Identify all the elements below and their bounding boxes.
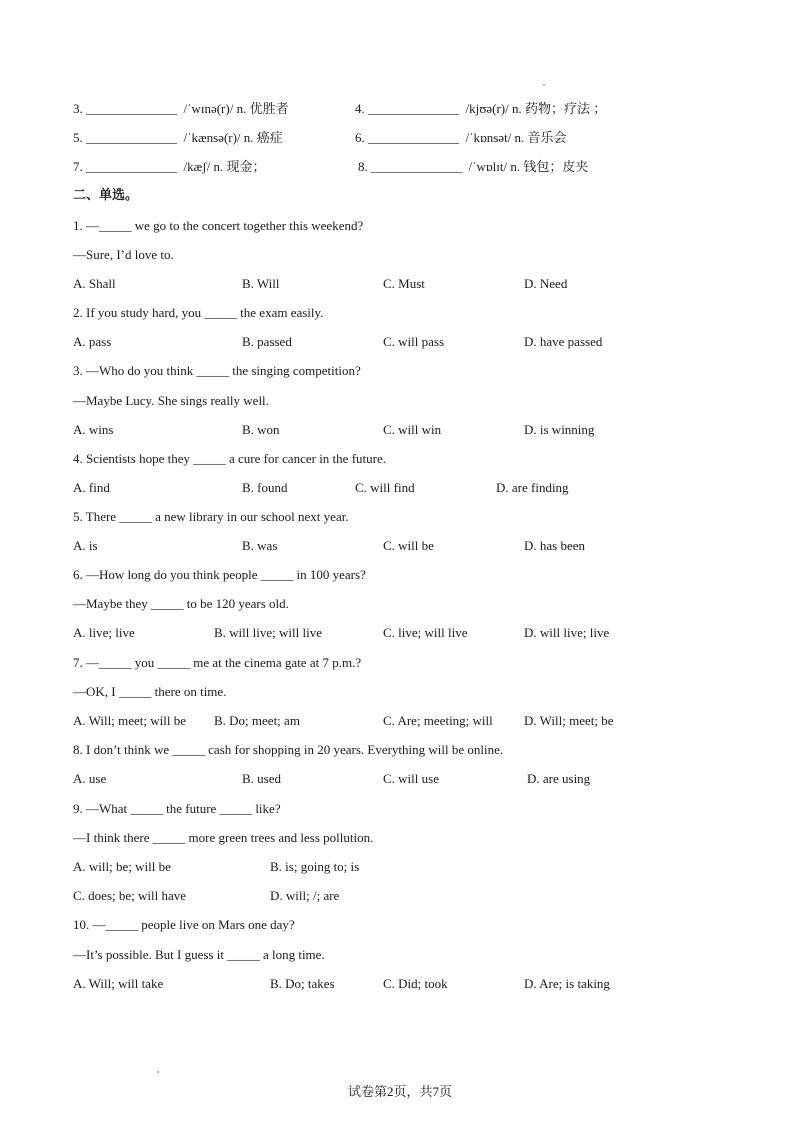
question-2-option-b: B. passed bbox=[242, 334, 292, 349]
vocab-number: 8. bbox=[358, 159, 368, 174]
question-9-option-b: B. is; going to; is bbox=[270, 859, 360, 874]
question-3-option-a: A. wins bbox=[73, 422, 114, 437]
answer-blank: ______________ bbox=[86, 101, 177, 116]
question-10-stem: 10. —_____ people live on Mars one day? bbox=[73, 917, 295, 932]
question-10-option-c: C. Did; took bbox=[383, 976, 448, 991]
question-9-option-d: D. will; /; are bbox=[270, 888, 340, 903]
meaning: 现金； bbox=[226, 159, 266, 174]
vocab-number: 5. bbox=[73, 130, 83, 145]
part-of-speech: n. bbox=[511, 101, 522, 116]
vocab-item-4 bbox=[355, 101, 606, 117]
question-1-option-a: A. Shall bbox=[73, 276, 116, 291]
question-1-option-b: B. Will bbox=[242, 276, 280, 291]
vocab-number: 4. bbox=[355, 101, 365, 116]
question-4-stem: 4. Scientists hope they _____ a cure for cancer in the future. bbox=[73, 451, 386, 466]
phonetic: /kæʃ/ bbox=[183, 159, 211, 174]
question-2-option-c: C. will pass bbox=[383, 334, 445, 349]
question-10-option-a: A. Will; will take bbox=[73, 976, 164, 991]
vocab-number: 7. bbox=[73, 159, 83, 174]
page-footer: 试卷第2页，共7页 bbox=[347, 1084, 452, 1099]
question-7-reply: —OK, I _____ there on time. bbox=[73, 684, 227, 699]
question-5-option-a: A. is bbox=[73, 538, 98, 553]
question-7-option-b: B. Do; meet; am bbox=[214, 713, 300, 728]
question-8-option-a: A. use bbox=[73, 771, 107, 786]
question-9-option-c: C. does; be; will have bbox=[73, 888, 187, 903]
scan-speck bbox=[157, 1071, 159, 1073]
part-of-speech: n. bbox=[510, 159, 521, 174]
question-5-option-c: C. will be bbox=[383, 538, 434, 553]
part-of-speech: n. bbox=[514, 130, 525, 145]
question-8-option-c: C. will use bbox=[383, 771, 439, 786]
part-of-speech: n. bbox=[243, 130, 254, 145]
question-6-stem: 6. —How long do you think people _____ in 100 years? bbox=[73, 567, 366, 582]
question-4-option-c: C. will find bbox=[355, 480, 415, 495]
question-10-option-b: B. Do; takes bbox=[270, 976, 335, 991]
meaning: 音乐会 bbox=[527, 130, 567, 145]
question-2-option-d: D. have passed bbox=[524, 334, 603, 349]
question-9-stem: 9. —What _____ the future _____ like? bbox=[73, 801, 281, 816]
question-6-option-d: D. will live; live bbox=[524, 625, 610, 640]
question-3-reply: —Maybe Lucy. She sings really well. bbox=[73, 393, 269, 408]
question-7-stem: 7. —_____ you _____ me at the cinema gate at 7 p.m.? bbox=[73, 655, 362, 670]
meaning: 药物；疗法 ； bbox=[524, 101, 607, 116]
meaning: 钱包；皮夹 bbox=[523, 159, 589, 174]
phonetic: /ˈkænsə(r)/ bbox=[183, 130, 241, 145]
question-1-option-c: C. Must bbox=[383, 276, 425, 291]
part-of-speech: n. bbox=[236, 101, 247, 116]
question-6-option-b: B. will live; will live bbox=[214, 625, 322, 640]
question-5-option-b: B. was bbox=[242, 538, 278, 553]
part-of-speech: n. bbox=[213, 159, 224, 174]
question-8-stem: 8. I don’t think we _____ cash for shopping in 20 years. Everything will be online. bbox=[73, 742, 504, 757]
question-8-option-d: D. are using bbox=[527, 771, 591, 786]
question-3-option-b: B. won bbox=[242, 422, 280, 437]
question-4-option-d: D. are finding bbox=[496, 480, 569, 495]
vocab-item-7 bbox=[73, 159, 266, 175]
meaning: 癌症 bbox=[256, 130, 283, 145]
question-9-option-a: A. will; be; will be bbox=[73, 859, 171, 874]
question-7-option-a: A. Will; meet; will be bbox=[73, 713, 186, 728]
answer-blank: ______________ bbox=[86, 130, 177, 145]
question-4-option-b: B. found bbox=[242, 480, 288, 495]
question-1-stem: 1. —_____ we go to the concert together this weekend? bbox=[73, 218, 364, 233]
question-6-option-c: C. live; will live bbox=[383, 625, 468, 640]
vocab-number: 6. bbox=[355, 130, 365, 145]
question-8-option-b: B. used bbox=[242, 771, 281, 786]
phonetic: /ˈwɒlɪt/ bbox=[468, 159, 508, 174]
question-7-option-d: D. Will; meet; be bbox=[524, 713, 614, 728]
question-2-option-a: A. pass bbox=[73, 334, 112, 349]
phonetic: /kjʊə(r)/ bbox=[465, 101, 509, 116]
section-title: 二、单选。 bbox=[73, 188, 139, 203]
scan-speck bbox=[543, 84, 545, 86]
question-5-option-d: D. has been bbox=[524, 538, 586, 553]
question-1-reply: —Sure, I’d love to. bbox=[73, 247, 174, 262]
question-3-option-d: D. is winning bbox=[524, 422, 595, 437]
answer-blank: ______________ bbox=[371, 159, 462, 174]
question-6-reply: —Maybe they _____ to be 120 years old. bbox=[73, 596, 289, 611]
vocab-item-6 bbox=[355, 130, 567, 146]
question-3-stem: 3. —Who do you think _____ the singing competition? bbox=[73, 363, 361, 378]
question-9-reply: —I think there _____ more green trees and less pollution. bbox=[73, 830, 374, 845]
vocab-number: 3. bbox=[73, 101, 83, 116]
meaning: 优胜者 bbox=[249, 101, 289, 116]
question-6-option-a: A. live; live bbox=[73, 625, 135, 640]
question-7-option-c: C. Are; meeting; will bbox=[383, 713, 493, 728]
answer-blank: ______________ bbox=[368, 130, 459, 145]
question-3-option-c: C. will win bbox=[383, 422, 442, 437]
answer-blank: ______________ bbox=[368, 101, 459, 116]
vocab-item-3 bbox=[73, 101, 289, 117]
question-10-reply: —It’s possible. But I guess it _____ a long time. bbox=[73, 947, 325, 962]
phonetic: /ˈkɒnsət/ bbox=[465, 130, 512, 145]
question-2-stem: 2. If you study hard, you _____ the exam easily. bbox=[73, 305, 324, 320]
vocab-item-5 bbox=[73, 130, 283, 146]
vocab-item-8 bbox=[358, 159, 588, 175]
phonetic: /ˈwɪnə(r)/ bbox=[183, 101, 234, 116]
question-5-stem: 5. There _____ a new library in our school next year. bbox=[73, 509, 349, 524]
answer-blank: ______________ bbox=[86, 159, 177, 174]
question-4-option-a: A. find bbox=[73, 480, 110, 495]
question-10-option-d: D. Are; is taking bbox=[524, 976, 610, 991]
question-1-option-d: D. Need bbox=[524, 276, 568, 291]
